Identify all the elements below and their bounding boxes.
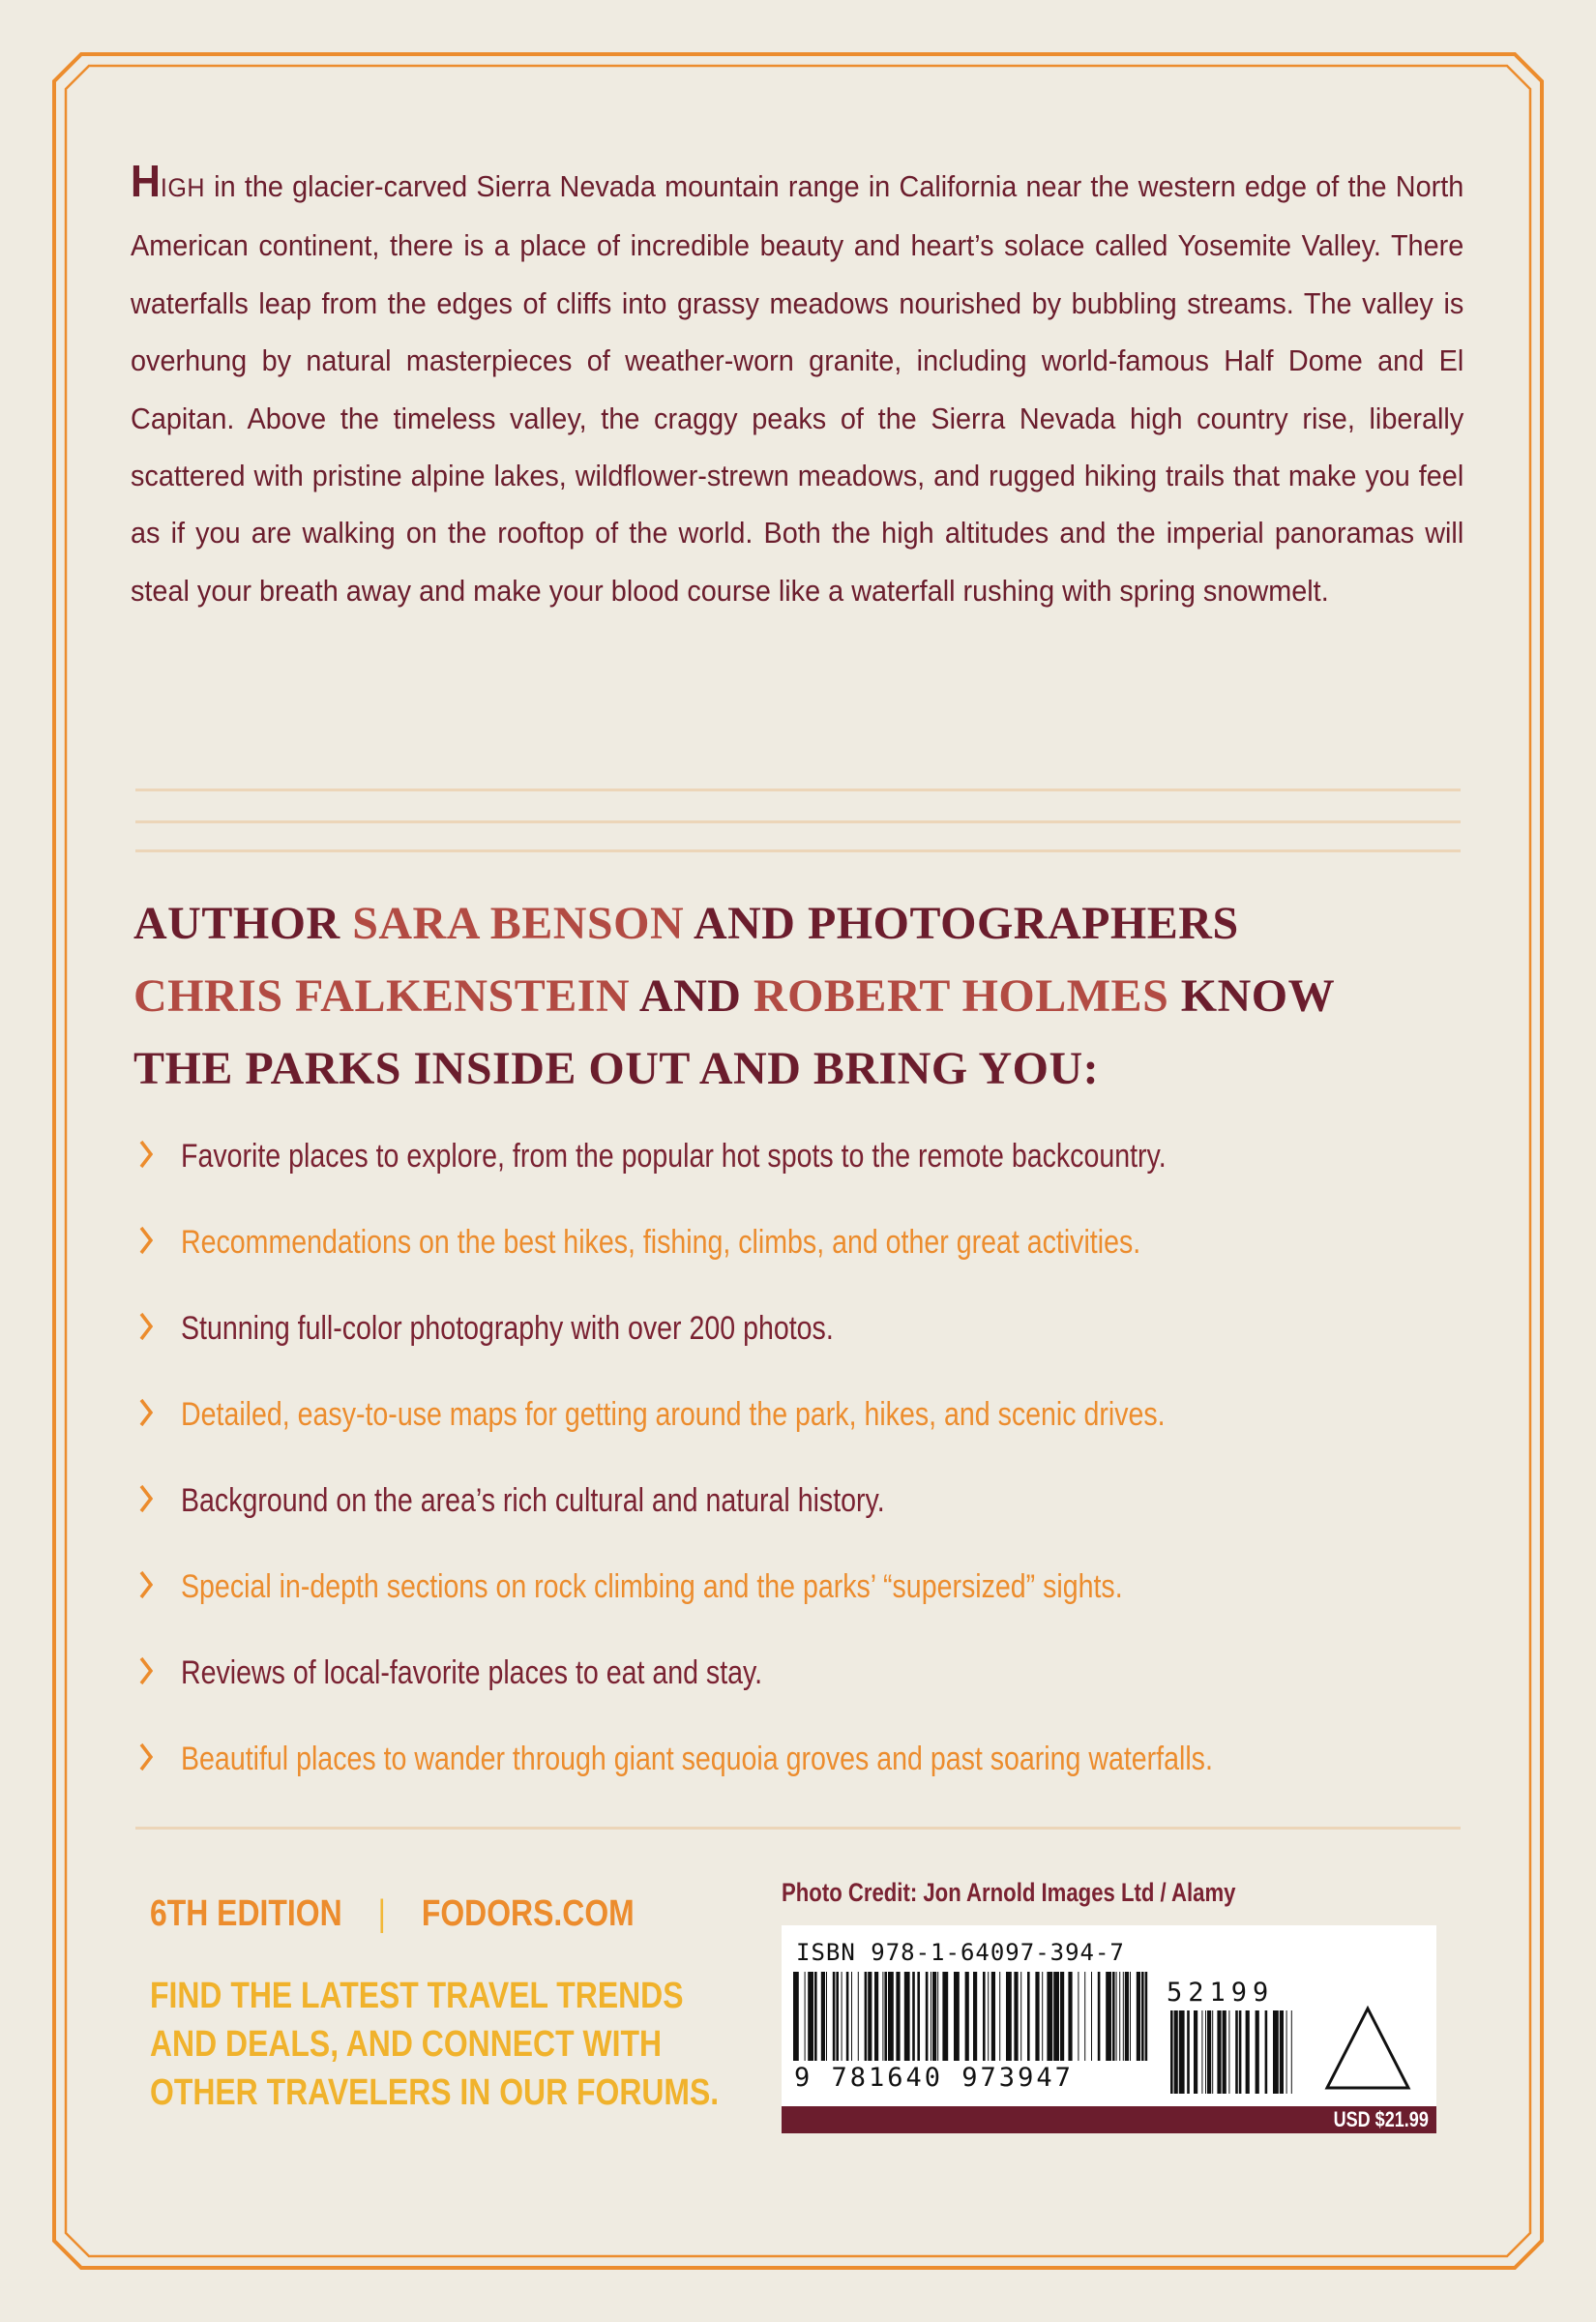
barcode-bar (1078, 1972, 1079, 2061)
chevron-right-icon (139, 1312, 153, 1341)
barcode-bar (884, 1972, 887, 2061)
promo-line-1: FIND THE LATEST TRAVEL TRENDS (150, 1976, 684, 2016)
barcode-bar (988, 1972, 989, 2061)
barcode-bar (1106, 1972, 1111, 2061)
barcode-bar (868, 1972, 872, 2061)
chevron-right-icon (139, 1226, 153, 1255)
barcode-bar (1141, 1972, 1144, 2061)
barcode-bar (937, 1972, 938, 2061)
barcode-bar (1207, 2010, 1211, 2094)
barcode-bar (942, 1972, 948, 2061)
barcode-bar (821, 1972, 825, 2061)
barcode-bar (954, 1972, 960, 2061)
barcode-bar (1123, 1972, 1124, 2061)
list-item-text: Beautiful places to wander through giant sequoia groves and past soaring waterfalls. (181, 1741, 1213, 1777)
barcode-bar (1137, 1972, 1140, 2061)
barcode-bar (1047, 1972, 1052, 2061)
intro-lead-cap: H (131, 156, 161, 206)
barcode-bar (1265, 2010, 1268, 2094)
barcode-bar (965, 1972, 969, 2061)
intro-lead-small: IGH (160, 173, 205, 202)
heading-word-know: KNOW (1168, 970, 1336, 1022)
barcode-bar (1098, 1972, 1101, 2061)
barcode-bar (1020, 1972, 1021, 2061)
barcode-bar (1256, 2010, 1259, 2094)
price-bar (782, 2106, 1436, 2133)
list-item (135, 1213, 1490, 1299)
barcode-bar (805, 1972, 806, 2061)
chevron-right-icon (139, 1656, 153, 1685)
barcode-bar (1014, 1972, 1018, 2061)
barcode-bar (1125, 1972, 1129, 2061)
barcode-bar (865, 1972, 868, 2061)
author-name: SARA BENSON (352, 898, 685, 949)
chevron-right-icon (139, 1398, 153, 1427)
list-item (135, 1299, 1490, 1385)
barcode-bar (851, 1972, 852, 2061)
chevron-right-icon (139, 1570, 153, 1599)
barcode-bar (1291, 2010, 1292, 2094)
barcode-bar (1027, 1972, 1030, 2061)
barcode-bar (1145, 1972, 1148, 2061)
barcode-bar (1035, 1972, 1039, 2061)
intro-text: in the glacier-carved Sierra Nevada mountain range in California near the western edge of the North American continent, there is a place of incredible beauty and heart’s solace called Yosemite Valley. There waterfalls leap from the edges of cliffs into grassy meadows nourished by bubbling streams. The valley is overhung by natural masterpieces of weather-worn granite, including world-famous Half Dome and El Capitan. Above the timeless valley, the craggy peaks of the Sierra Nevada high country rise, liberally scattered with pristine alpine lakes, wildflower-strewn meadows, and rugged hiking trails that make you feel as if you are walking on the rooftop of the world. Both the high altitudes and the imperial panoramas will steal your breath away and make your blood course like a waterfall rushing with spring snowmelt. (131, 169, 1464, 608)
barcode-panel (782, 1925, 1436, 2106)
promo-line-2: AND DEALS, AND CONNECT WITH (150, 2024, 663, 2065)
barcode-bar (896, 1972, 900, 2061)
barcode-bar (1170, 2010, 1173, 2094)
barcode-bar (846, 1972, 849, 2061)
barcode-bar (882, 1972, 883, 2061)
barcode-bar (1091, 1972, 1092, 2061)
list-item-text: Reviews of local-favorite places to eat and stay. (181, 1654, 763, 1691)
barcode-bar (1228, 2010, 1229, 2094)
photographer-name-2: ROBERT HOLMES (753, 970, 1169, 1022)
ean-barcode (793, 1972, 1151, 2065)
barcode-bar (926, 1972, 929, 2061)
barcode-bar (1187, 2010, 1190, 2094)
list-item-text: Favorite places to explore, from the popular hot spots to the remote backcountry. (181, 1138, 1167, 1175)
barcode-bar (1246, 2010, 1250, 2094)
credits-heading (133, 887, 1335, 1105)
barcode-bar (1068, 1972, 1072, 2061)
chevron-right-icon (139, 1484, 153, 1513)
barcode-bar (1205, 2010, 1206, 2094)
heading-word-author: AUTHOR (133, 898, 353, 949)
list-item-text: Background on the area’s rich cultural and natural history. (181, 1482, 885, 1519)
chevron-right-icon (139, 1140, 153, 1169)
website-link[interactable]: FODORS.COM (421, 1893, 635, 1934)
barcode-bar (1223, 2010, 1227, 2094)
divider-rule-1 (135, 789, 1461, 791)
divider-rule-2 (135, 820, 1461, 823)
barcode-bar (1201, 2010, 1202, 2094)
addon-barcode (1170, 2010, 1296, 2094)
barcode-bar (1116, 1972, 1117, 2061)
list-item-text: Special in-depth sections on rock climbing and the parks’ “supersized” sights. (181, 1568, 1123, 1605)
list-item (135, 1127, 1490, 1213)
promo-line-3: OTHER TRAVELERS IN OUR FORUMS. (150, 2072, 720, 2113)
barcode-bar (1179, 2010, 1185, 2094)
barcode-bar (999, 1972, 1000, 2061)
barcode-bar (1112, 1972, 1115, 2061)
barcode-bar (858, 1972, 859, 2061)
feature-list (135, 1127, 1490, 1816)
list-item (135, 1385, 1490, 1472)
isbn-label: ISBN 978-1-64097-394-7 (796, 1939, 1125, 1966)
edition-separator: | (377, 1893, 386, 1934)
heading-word-photographers: AND PHOTOGRAPHERS (684, 898, 1239, 949)
barcode-bar (932, 1972, 936, 2061)
price-label: USD $21.99 (1333, 2107, 1429, 2131)
barcode-bar (1239, 2010, 1242, 2094)
ean-digits: 9 781640 973947 (794, 2063, 1074, 2093)
intro-paragraph (131, 153, 1463, 619)
barcode-bar (1053, 1972, 1059, 2061)
barcode-bar (1212, 2010, 1213, 2094)
barcode-bar (1286, 2010, 1287, 2094)
barcode-bar (1060, 1972, 1064, 2061)
chevron-right-icon (139, 1742, 153, 1771)
barcode-bar (973, 1972, 977, 2061)
barcode-bar (833, 1972, 836, 2061)
barcode-bar (826, 1972, 827, 2061)
barcode-bar (1119, 1972, 1120, 2061)
barcode-bar (793, 1972, 799, 2061)
edition-label: 6TH EDITION (150, 1893, 342, 1934)
list-item (135, 1472, 1490, 1558)
barcode-bar (888, 1972, 894, 2061)
barcode-bar (836, 1972, 839, 2061)
barcode-bar (1273, 2010, 1279, 2094)
barcode-bar (1042, 1972, 1043, 2061)
barcode-bar (1084, 1972, 1085, 2061)
barcode-bar (1174, 2010, 1178, 2094)
list-item-text: Recommendations on the best hikes, fishing, climbs, and other great activities. (181, 1224, 1141, 1261)
barcode-bar (1217, 2010, 1221, 2094)
barcode-bar (917, 1972, 920, 2061)
barcode-bar (1235, 2010, 1238, 2094)
photo-credit: Photo Credit: Jon Arnold Images Ltd / Alamy (782, 1878, 1236, 1907)
divider-rule-footer (135, 1827, 1461, 1830)
barcode-bar (874, 1972, 878, 2061)
barcode-bar (904, 1972, 910, 2061)
list-item-text: Detailed, easy-to-use maps for getting around the park, hikes, and scenic drives. (181, 1396, 1166, 1433)
barcode-bar (1130, 1972, 1131, 2061)
list-item-text: Stunning full-color photography with over 200 photos. (181, 1310, 834, 1347)
heading-line-3: THE PARKS INSIDE OUT AND BRING YOU: (133, 1043, 1100, 1094)
promo-text (150, 1972, 719, 2117)
list-item (135, 1644, 1490, 1730)
edition-line (150, 1893, 635, 1935)
heading-word-and: AND (630, 970, 754, 1022)
barcode-bar (1006, 1972, 1012, 2061)
barcode-bar (814, 1972, 817, 2061)
barcode-bar (912, 1972, 915, 2061)
barcode-bar (1194, 2010, 1197, 2094)
list-item (135, 1558, 1490, 1644)
photographer-name-1: CHRIS FALKENSTEIN (133, 970, 631, 1022)
addon-digits: 52199 (1167, 1978, 1275, 2008)
barcode-bar (983, 1972, 986, 2061)
divider-rule-3 (135, 849, 1461, 852)
barcode-bar (808, 1972, 813, 2061)
list-item (135, 1730, 1490, 1816)
barcode-bar (1280, 2010, 1284, 2094)
barcode-bar (991, 1972, 995, 2061)
triangle-icon (1321, 2003, 1414, 2096)
